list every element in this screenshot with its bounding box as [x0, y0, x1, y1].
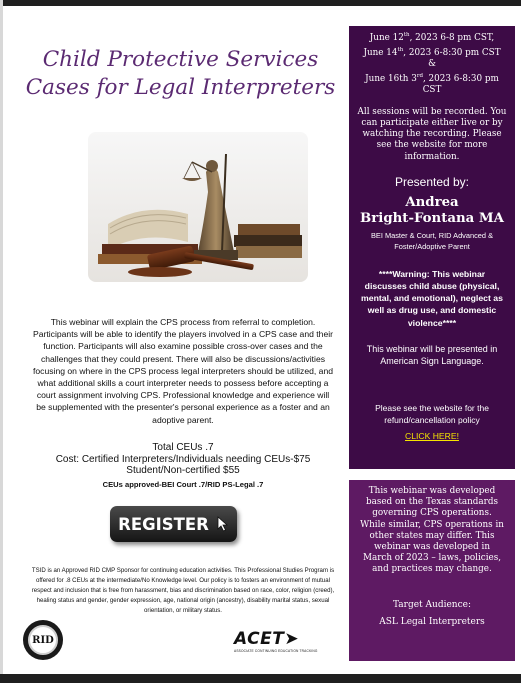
acet-logo: [234, 630, 322, 654]
register-label: REGISTER: [118, 514, 209, 534]
asl-note: This webinar will be presented in American Sign Language.: [366, 343, 498, 367]
audience-panel: [349, 480, 515, 661]
refund-policy-note: Please see the website for the refund/cancellation policy: [375, 402, 489, 425]
presented-by-label: Presented by:: [394, 174, 470, 189]
title-line-1: Child Protective Services: [42, 47, 319, 72]
top-border: [0, 0, 521, 6]
acet-logo-word: ACET➤: [234, 629, 300, 649]
rid-logo-text: RID: [28, 625, 58, 655]
content-warning: ****Warning: This webinar discusses child abuse (physical, mental, and emotional), neglect as well as drug use, and domestic violence****: [361, 268, 503, 328]
bottom-border: [0, 674, 521, 683]
title-line-2: Cases for Legal Interpreters: [25, 75, 336, 100]
total-ceus: Total CEUs .7: [152, 442, 214, 453]
left-border: [0, 0, 3, 683]
target-audience-value: ASL Legal Interpreters: [379, 616, 485, 627]
presenter-credentials: BEI Master & Court, RID Advanced & Foster/Adoptive Parent: [371, 230, 493, 251]
ceu-info: [33, 442, 333, 490]
click-here-link[interactable]: CLICK HERE!: [405, 431, 459, 442]
event-details-panel: [349, 26, 515, 469]
webinar-description: This webinar will explain the CPS process from referral to completion. Participants will be able to identify the players involved in a CPS case and their function. Participants will also examine possible cross-over cases and the challenges that they could present. There will also be discussions/activities focusing on where in the CPS process legal interpreters should be utilized, and what additional skills a court interpreter needs to possess before accepting a court assignment involving CPS. Professional knowledge and experience will be supplemented with the presenter's personal experience as a foster and an adoptive parent.: [33, 317, 334, 425]
cursor-arrow-icon: [217, 516, 229, 532]
recording-note: All sessions will be recorded. You can participate either live or by watching the recording. Please see the website for more information.: [357, 106, 507, 162]
acet-tagline: ASSOCIATE CONTINUING EDUCATION TRACKING: [234, 649, 318, 653]
session-dates: June 12th, 2023 6-8 pm CST, June 14th, 2023 6-8:30 pm CST & June 16th 3rd, 2023 6-8:30 pm CST: [363, 32, 501, 96]
ceus-approved: CEUs approved-BEI Court .7/RID PS-Legal .7: [102, 479, 264, 489]
target-audience-label: Target Audience:: [393, 599, 471, 610]
cost-line-2: Student/Non-certified $55: [126, 465, 240, 476]
lady-justice-gavel-books-image: [88, 132, 308, 282]
rid-logo: [23, 620, 63, 660]
legal-disclaimer: TSID is an Approved RID CMP Sponsor for continuing education activities. This Professional Studies Program is offered for .8 CEUs at the intermediate/No Knowledge level. Our policy is to fosters an environment of mutual respect and inclusion that is free from harassment, bias and discrimination based on race, color, religion (creed), healing status and gender, gender expression, age, national origin (ancestry), disability marital status, sexual orientation, or military status.: [31, 567, 335, 614]
presenter-name: Andrea Bright-Fontana MA: [360, 194, 504, 227]
texas-standards-note: This webinar was developed based on the Texas standards governing CPS operations. While similar, CPS operations in other states may differ. This webinar was developed in March of 2023 – laws, policies, and practices may change.: [360, 486, 504, 575]
cost-line-1: Cost: Certified Interpreters/Individuals needing CEUs-$75: [55, 453, 311, 465]
page-title: [18, 46, 343, 102]
register-button[interactable]: [110, 506, 237, 542]
